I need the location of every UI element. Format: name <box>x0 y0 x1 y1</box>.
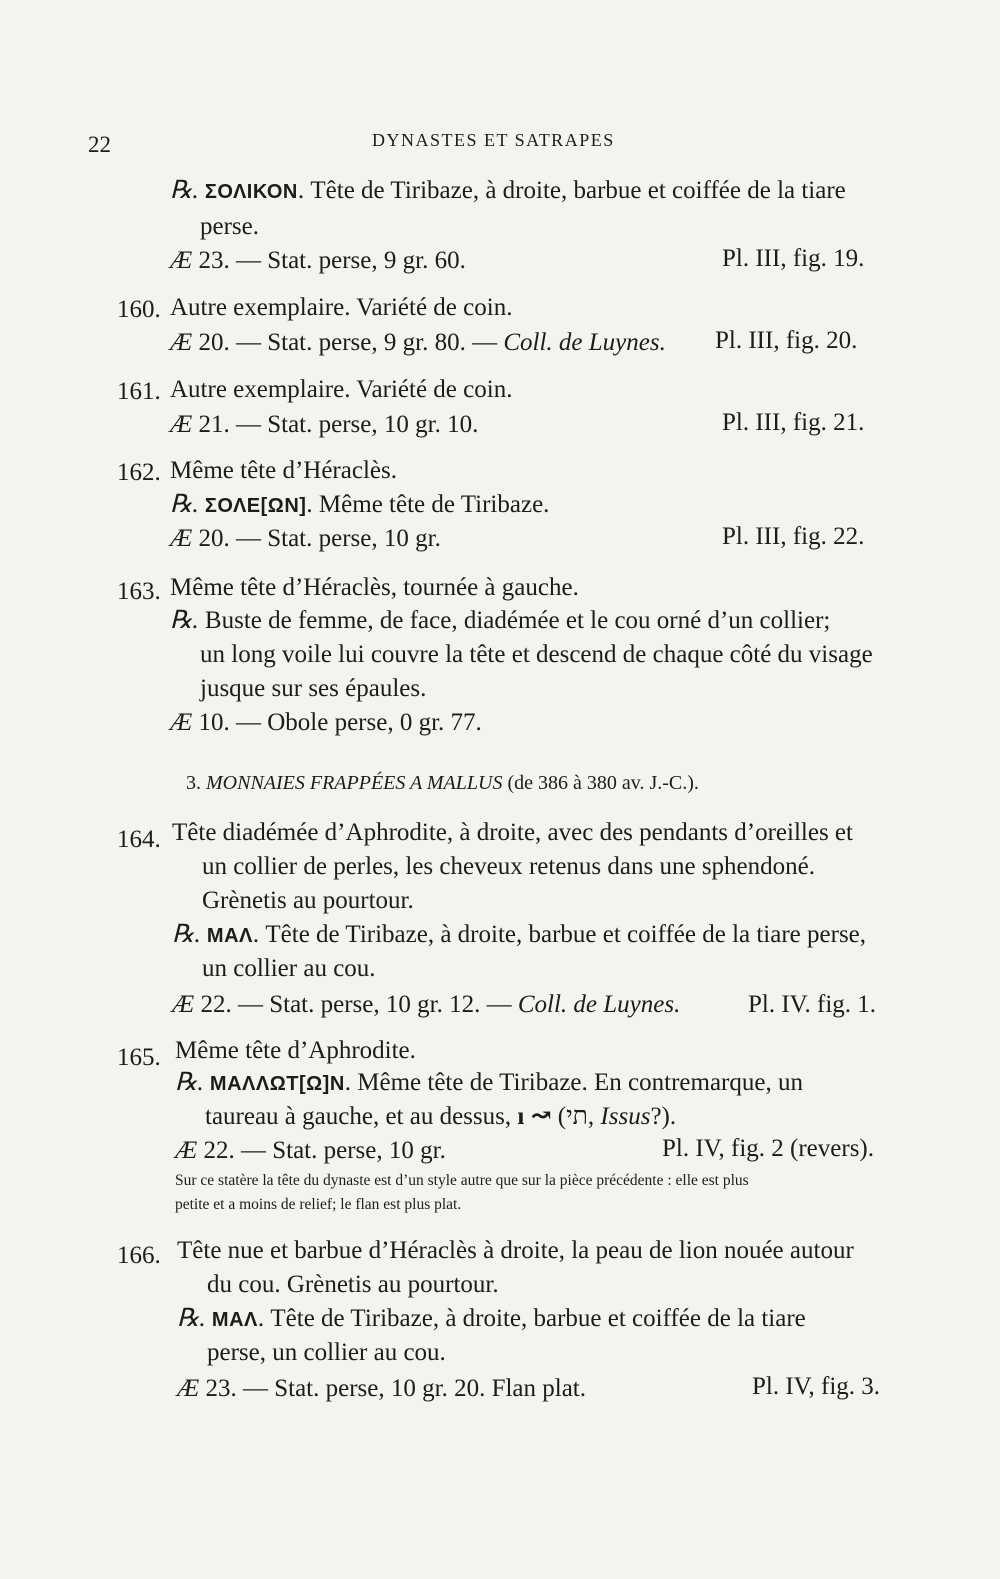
entry-text: 10. — Obole perse, 0 gr. 77. <box>198 709 482 736</box>
entry-number: 166. <box>117 1242 161 1269</box>
place-name: Issus <box>600 1103 651 1130</box>
entry-line: un collier au cou. <box>202 955 376 982</box>
metrology-line <box>172 990 680 1020</box>
plate-reference: Pl. III, fig. 20. <box>715 327 858 354</box>
greek-legend: ΜΑΛ <box>211 1309 258 1331</box>
entry-number: 163. <box>117 578 161 605</box>
running-header: DYNASTES ET SATRAPES <box>372 130 615 150</box>
silver-symbol: Æ <box>170 709 193 736</box>
reverse-symbol: ℞. <box>177 1305 206 1332</box>
entry-text: 23. — Stat. perse, 10 gr. 20. Flan plat. <box>205 1375 587 1402</box>
reverse-symbol: ℞. <box>170 177 199 204</box>
hebrew-letters: (תי, <box>557 1103 595 1130</box>
entry-number: 161. <box>117 378 161 405</box>
metrology-line <box>170 410 478 440</box>
entry-line <box>172 920 866 951</box>
page-number: 22 <box>88 132 111 157</box>
reverse-symbol: ℞. <box>175 1069 204 1096</box>
entry-line: Même tête d’Héraclès. <box>170 457 397 484</box>
greek-legend: ΣΟΛΙΚΟΝ <box>204 181 298 203</box>
footnote-line: Sur ce statère la tête du dynaste est d’un style autre que sur la pièce précédente : elle est plus <box>175 1172 749 1189</box>
collection-name: Coll. de Luynes. <box>503 329 666 356</box>
entry-text: 23. — Stat. perse, 9 gr. 60. <box>198 247 466 274</box>
entry-text: . Tête de Tiribaze, à droite, barbue et coiffée de la tiare <box>257 1305 806 1332</box>
entry-line: un collier de perles, les cheveux retenus dans une sphendoné. <box>202 853 815 880</box>
entry-line: Autre exemplaire. Variété de coin. <box>170 376 513 403</box>
greek-legend: ΜΑΛΛΩΤ[Ω]Ν <box>209 1073 345 1095</box>
entry-line <box>170 490 549 521</box>
silver-symbol: Æ <box>170 411 193 438</box>
metrology-line <box>170 524 441 554</box>
plate-reference: Pl. III, fig. 21. <box>722 409 865 436</box>
section-dates: (de 386 à 380 av. J.-C.). <box>507 772 699 794</box>
entry-line: perse, un collier au cou. <box>207 1339 446 1366</box>
entry-number: 162. <box>117 459 161 486</box>
entry-line <box>177 1304 806 1335</box>
reverse-symbol: ℞. <box>170 607 199 634</box>
entry-text: Buste de femme, de face, diadémée et le cou orné d’un collier; <box>204 607 831 634</box>
entry-line: Autre exemplaire. Variété de coin. <box>170 294 513 321</box>
plate-reference: Pl. IV, fig. 2 (revers). <box>662 1135 874 1162</box>
entry-line <box>170 176 846 207</box>
entry-text: 22. — Stat. perse, 10 gr. <box>203 1137 446 1164</box>
entry-line <box>175 1068 803 1099</box>
silver-symbol: Æ <box>170 525 193 552</box>
entry-text: taureau à gauche, et au dessus, <box>205 1103 512 1130</box>
metrology-line <box>170 328 666 358</box>
entry-number: 164. <box>117 826 161 853</box>
greek-legend: ΣΟΛΕ[ΩΝ] <box>204 495 307 517</box>
plate-reference: Pl. IV, fig. 3. <box>752 1373 881 1400</box>
entry-line: Grènetis au pourtour. <box>202 887 414 914</box>
plate-reference: Pl. III, fig. 22. <box>722 523 865 550</box>
entry-line: Même tête d’Héraclès, tournée à gauche. <box>170 574 579 601</box>
entry-line: du cou. Grènetis au pourtour. <box>207 1271 499 1298</box>
entry-number: 165. <box>117 1044 161 1071</box>
entry-text: ?). <box>650 1103 677 1130</box>
entry-text: . Tête de Tiribaze, à droite, barbue et coiffée de la tiare <box>297 177 846 204</box>
entry-line: perse. <box>200 213 259 240</box>
footnote-line: petite et a moins de relief; le flan est plus plat. <box>175 1196 462 1213</box>
entry-text: . Tête de Tiribaze, à droite, barbue et coiffée de la tiare perse, <box>252 921 867 948</box>
entry-text: 20. — Stat. perse, 9 gr. 80. — <box>198 329 498 356</box>
silver-symbol: Æ <box>177 1375 200 1402</box>
entry-line: Même tête d’Aphrodite. <box>175 1037 416 1064</box>
entry-text: 22. — Stat. perse, 10 gr. 12. — <box>200 991 512 1018</box>
silver-symbol: Æ <box>170 329 193 356</box>
silver-symbol: Æ <box>170 247 193 274</box>
entry-text: 20. — Stat. perse, 10 gr. <box>198 525 441 552</box>
section-title: MONNAIES FRAPPÉES A MALLUS <box>206 772 503 794</box>
entry-text: . Même tête de Tiribaze. <box>306 491 550 518</box>
section-heading <box>186 772 699 795</box>
metrology-line <box>170 246 466 276</box>
plate-reference: Pl. III, fig. 19. <box>722 245 865 272</box>
entry-number: 160. <box>117 296 161 323</box>
reverse-symbol: ℞. <box>170 491 199 518</box>
reverse-symbol: ℞. <box>172 921 201 948</box>
entry-line <box>170 606 830 636</box>
metrology-line <box>170 708 482 738</box>
silver-symbol: Æ <box>172 991 195 1018</box>
entry-line: jusque sur ses épaules. <box>200 675 427 702</box>
metrology-line <box>177 1374 586 1404</box>
entry-text: 21. — Stat. perse, 10 gr. 10. <box>198 411 479 438</box>
section-number: 3. <box>186 772 201 794</box>
countermark-glyph: ı ↝ <box>517 1103 552 1130</box>
collection-name: Coll. de Luynes. <box>517 991 681 1018</box>
entry-line <box>205 1102 676 1132</box>
greek-legend: ΜΑΛ <box>206 925 253 947</box>
entry-line: Tête diadémée d’Aphrodite, à droite, avec des pendants d’oreilles et <box>172 819 853 846</box>
entry-line: Tête nue et barbue d’Héraclès à droite, la peau de lion nouée autour <box>177 1237 854 1264</box>
plate-reference: Pl. IV. fig. 1. <box>748 991 877 1018</box>
entry-text: . Même tête de Tiribaze. En contremarque, un <box>344 1069 803 1096</box>
silver-symbol: Æ <box>175 1137 198 1164</box>
entry-line: un long voile lui couvre la tête et descend de chaque côté du visage <box>200 641 873 668</box>
metrology-line <box>175 1136 446 1166</box>
